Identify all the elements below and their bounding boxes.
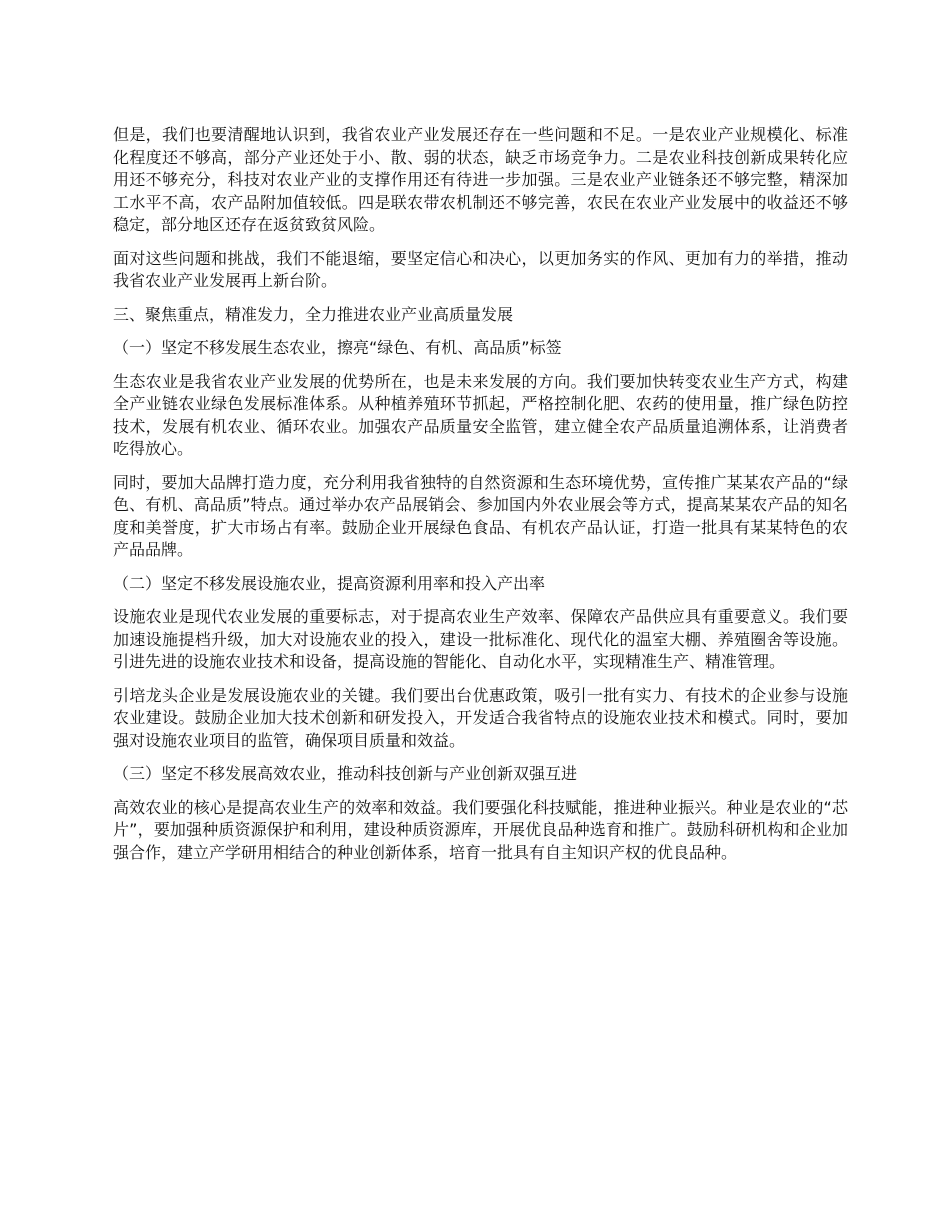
paragraph-branding: 同时，要加大品牌打造力度，充分利用我省独特的自然资源和生态环境优势，宣传推广某某农产品的“绿色、有机、高品质”特点。通过举办农产品展销会、参加国内外农业展会等方式，提高某某农产品的知名度和美誉度，扩大市场占有率。鼓励企业开展绿色食品、有机农产品认证，打造一批具有某某特色的农产品品牌。 — [113, 472, 848, 559]
paragraph-facility-agriculture: 设施农业是现代农业发展的重要标志，对于提高农业生产效率、保障农产品供应具有重要意义。我们要加速设施提档升级，加大对设施农业的投入，建设一批标准化、现代化的温室大棚、养殖圈舍等设施。引进先进的设施农业技术和设备，提高设施的智能化、自动化水平，实现精准生产、精准管理。 — [113, 607, 848, 671]
paragraph-eco-agriculture: 生态农业是我省农业产业发展的优势所在，也是未来发展的方向。我们要加快转变农业生产方式，构建全产业链农业绿色发展标准体系。从种植养殖环节抓起，严格控制化肥、农药的使用量，推广绿色防控技术，发展有机农业、循环农业。加强农产品质量安全监管，建立健全农产品质量追溯体系，让消费者吃得放心。 — [113, 371, 848, 458]
subsection-heading-1: （一）坚定不移发展生态农业，擦亮“绿色、有机、高品质”标签 — [113, 338, 562, 357]
subsection-heading-3: （三）坚定不移发展高效农业，推动科技创新与产业创新双强互进 — [113, 764, 578, 783]
paragraph-efficient-agriculture: 高效农业的核心是提高农业生产的效率和效益。我们要强化科技赋能，推进种业振兴。种业是农业的“芯片”，要加强种质资源保护和利用，建设种质资源库，开展优良品种选育和推广。鼓励科研机构和企业加强合作，建立产学研用相结合的种业创新体系，培育一批具有自主知识产权的优良品种。 — [113, 797, 848, 862]
section-heading-3: 三、聚焦重点，精准发力，全力推进农业产业高质量发展 — [113, 304, 514, 324]
subsection-heading-2: （二）坚定不移发展设施农业，提高资源利用率和投入产出率 — [113, 573, 546, 593]
paragraph-challenges: 面对这些问题和挑战，我们不能退缩，要坚定信心和决心，以更加务实的作风、更加有力的举措，推动我省农业产业发展再上新台阶。 — [113, 248, 848, 290]
paragraph-leading-enterprises: 引培龙头企业是发展设施农业的关键。我们要出台优惠政策，吸引一批有实力、有技术的企业参与设施农业建设。鼓励企业加大技术创新和研发投入，开发适合我省特点的设施农业技术和模式。同时，要加强对设施农业项目的监管，确保项目质量和效益。 — [113, 685, 848, 750]
document-body — [113, 124, 848, 875]
paragraph-problems: 但是，我们也要清醒地认识到，我省农业产业发展还存在一些问题和不足。一是农业产业规模化、标准化程度还不够高，部分产业还处于小、散、弱的状态，缺乏市场竞争力。二是农业科技创新成果转化应用还不够充分，科技对农业产业的支撑作用还有待进一步加强。三是农业产业链条还不够完整，精深加工水平不高，农产品附加值较低。四是联农带农机制还不够完善，农民在农业产业发展中的收益还不够稳定，部分地区还存在返贫致贫风险。 — [113, 125, 848, 234]
